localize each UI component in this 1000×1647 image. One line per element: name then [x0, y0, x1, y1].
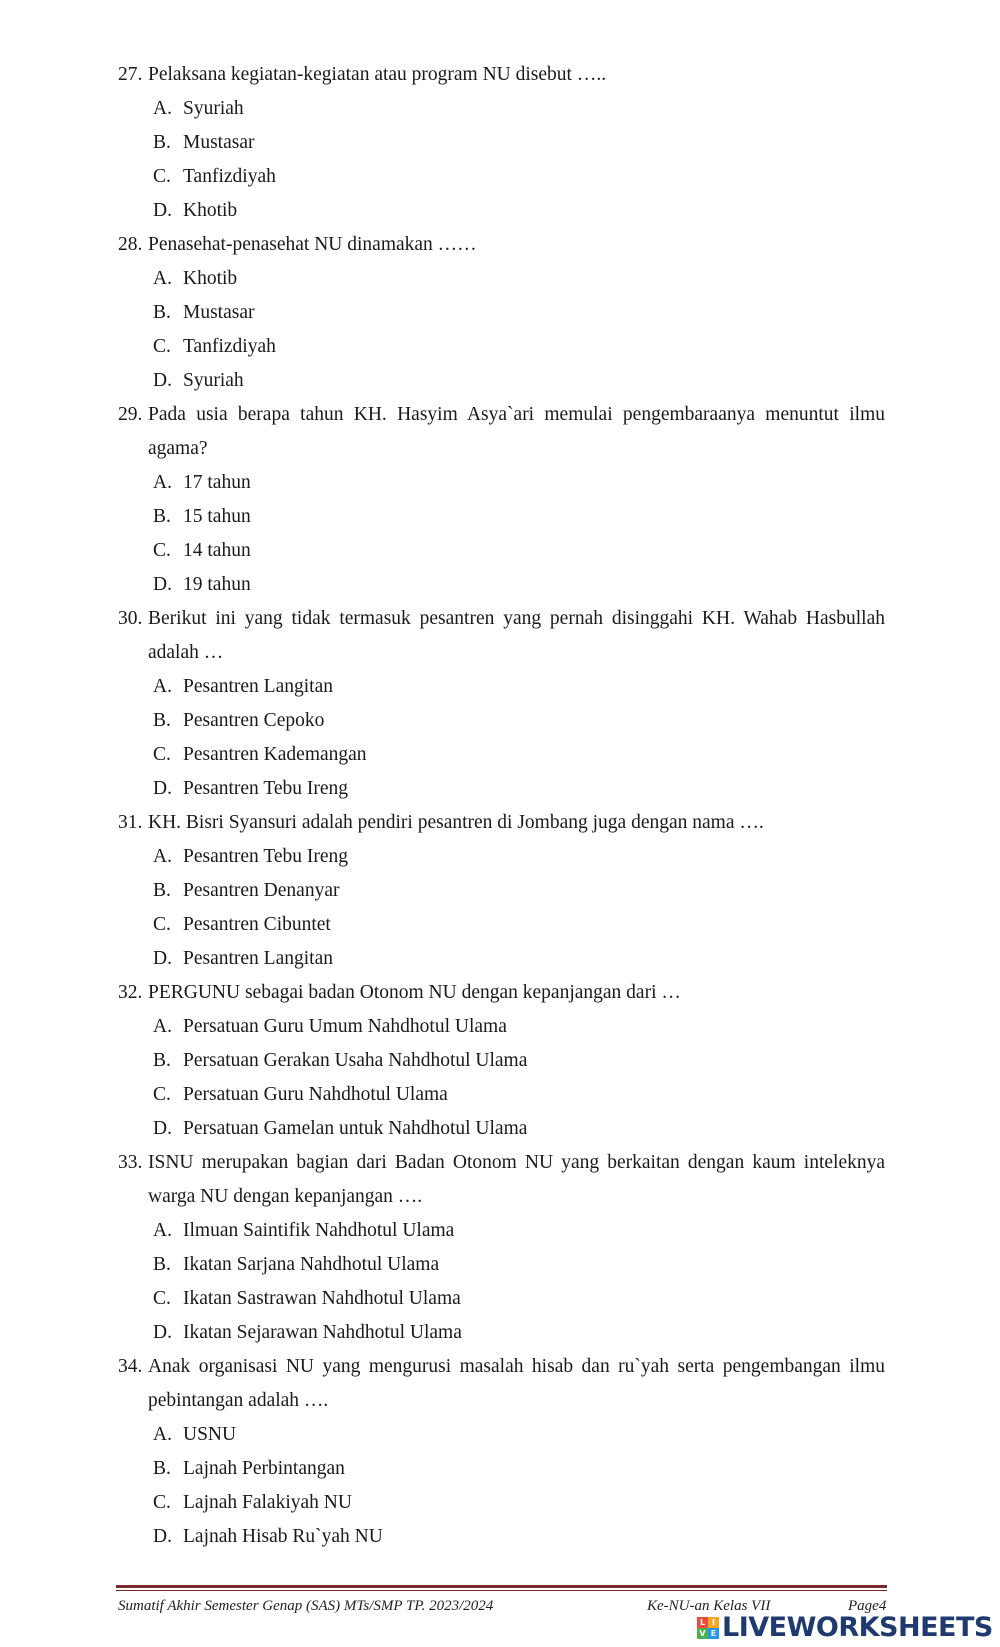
option-letter: C. [153, 1492, 171, 1513]
option-letter: D. [153, 574, 172, 595]
footer-rule-thin [116, 1590, 887, 1591]
question-text: agama? [148, 438, 208, 459]
question-text: PERGUNU sebagai badan Otonom NU dengan kepanjangan dari … [148, 982, 681, 1003]
footer-exam-title: Sumatif Akhir Semester Genap (SAS) MTs/SMP TP. 2023/2024 [118, 1598, 494, 1614]
liveworksheets-badge-icon [697, 1617, 719, 1639]
question-text: Penasehat-penasehat NU dinamakan …… [148, 234, 477, 255]
question-number: 30. [118, 608, 143, 629]
option-text: Pesantren Cepoko [183, 710, 325, 731]
question-text: KH. Bisri Syansuri adalah pendiri pesantren di Jombang juga dengan nama …. [148, 812, 764, 833]
option-letter: D. [153, 1118, 172, 1139]
option-letter: C. [153, 914, 171, 935]
option-text: Pesantren Tebu Ireng [183, 778, 349, 799]
option-text: Syuriah [183, 370, 244, 391]
option-letter: B. [153, 1254, 171, 1275]
badge-letter: E [708, 1628, 719, 1639]
question-text: Pelaksana kegiatan-kegiatan atau program NU disebut ….. [148, 64, 607, 85]
option-letter: B. [153, 880, 171, 901]
badge-letter: I [708, 1617, 719, 1628]
option-letter: A. [153, 98, 172, 119]
option-text: Tanfizdiyah [183, 166, 276, 187]
option-letter: D. [153, 778, 172, 799]
option-letter: D. [153, 1526, 172, 1547]
option-letter: C. [153, 540, 171, 561]
question-text: adalah … [148, 642, 224, 663]
option-text: Mustasar [183, 302, 255, 323]
option-text: Lajnah Perbintangan [183, 1458, 345, 1479]
question-number: 34. [118, 1356, 143, 1377]
badge-letter: L [697, 1617, 708, 1628]
option-text: Khotib [183, 268, 238, 289]
question-number: 33. [118, 1152, 143, 1173]
option-text: 15 tahun [183, 506, 251, 527]
question-number: 31. [118, 812, 143, 833]
question-text: pebintangan adalah …. [148, 1390, 329, 1411]
footer-rule [116, 1585, 887, 1588]
option-text: Ilmuan Saintifik Nahdhotul Ulama [183, 1220, 455, 1241]
option-letter: A. [153, 1016, 172, 1037]
option-text: 19 tahun [183, 574, 251, 595]
option-text: 14 tahun [183, 540, 251, 561]
liveworksheets-logo [697, 1612, 993, 1644]
option-text: Syuriah [183, 98, 244, 119]
option-letter: A. [153, 676, 172, 697]
option-text: Lajnah Falakiyah NU [183, 1492, 352, 1513]
option-letter: A. [153, 1220, 172, 1241]
question-text: warga NU dengan kepanjangan …. [148, 1186, 423, 1207]
question-text: Pada usia berapa tahun KH. Hasyim Asya`ari memulai pengembaraanya menuntut ilmu [148, 404, 885, 425]
option-letter: B. [153, 302, 171, 323]
question-number: 27. [118, 64, 143, 85]
option-letter: D. [153, 370, 172, 391]
option-letter: B. [153, 132, 171, 153]
question-text: ISNU merupakan bagian dari Badan Otonom NU yang berkaitan dengan kaum inteleknya [148, 1152, 885, 1173]
option-letter: B. [153, 506, 171, 527]
option-letter: A. [153, 472, 172, 493]
question-number: 32. [118, 982, 143, 1003]
question-text: Berikut ini yang tidak termasuk pesantren yang pernah disinggahi KH. Wahab Hasbullah [148, 608, 885, 629]
option-text: Persatuan Gerakan Usaha Nahdhotul Ulama [183, 1050, 528, 1071]
option-text: Ikatan Sastrawan Nahdhotul Ulama [183, 1288, 461, 1309]
question-number: 28. [118, 234, 143, 255]
option-letter: B. [153, 710, 171, 731]
option-letter: C. [153, 744, 171, 765]
option-letter: C. [153, 166, 171, 187]
option-letter: D. [153, 948, 172, 969]
option-text: Pesantren Tebu Ireng [183, 846, 349, 867]
option-text: Persatuan Gamelan untuk Nahdhotul Ulama [183, 1118, 528, 1139]
option-text: USNU [183, 1424, 237, 1445]
option-letter: B. [153, 1050, 171, 1071]
option-text: 17 tahun [183, 472, 251, 493]
option-letter: C. [153, 336, 171, 357]
badge-letter: V [697, 1628, 708, 1639]
option-text: Ikatan Sarjana Nahdhotul Ulama [183, 1254, 440, 1275]
option-text: Pesantren Kademangan [183, 744, 367, 765]
option-letter: C. [153, 1084, 171, 1105]
question-text: Anak organisasi NU yang mengurusi masalah hisab dan ru`yah serta pengembangan ilmu [148, 1356, 885, 1377]
option-text: Pesantren Cibuntet [183, 914, 331, 935]
option-letter: A. [153, 846, 172, 867]
option-text: Persatuan Guru Umum Nahdhotul Ulama [183, 1016, 507, 1037]
footer-subject: Ke-NU-an Kelas VII [647, 1598, 771, 1614]
option-text: Mustasar [183, 132, 255, 153]
option-text: Persatuan Guru Nahdhotul Ulama [183, 1084, 448, 1105]
option-text: Tanfizdiyah [183, 336, 276, 357]
liveworksheets-wordmark: LIVEWORKSHEETS [722, 1612, 993, 1643]
option-text: Pesantren Langitan [183, 948, 333, 969]
footer-page-number: Page4 [848, 1598, 887, 1614]
option-letter: C. [153, 1288, 171, 1309]
option-text: Lajnah Hisab Ru`yah NU [183, 1526, 383, 1547]
option-letter: A. [153, 1424, 172, 1445]
option-text: Pesantren Denanyar [183, 880, 340, 901]
option-text: Ikatan Sejarawan Nahdhotul Ulama [183, 1322, 462, 1343]
option-letter: B. [153, 1458, 171, 1479]
option-text: Khotib [183, 200, 238, 221]
question-number: 29. [118, 404, 143, 425]
option-letter: D. [153, 1322, 172, 1343]
option-letter: D. [153, 200, 172, 221]
option-letter: A. [153, 268, 172, 289]
option-text: Pesantren Langitan [183, 676, 333, 697]
